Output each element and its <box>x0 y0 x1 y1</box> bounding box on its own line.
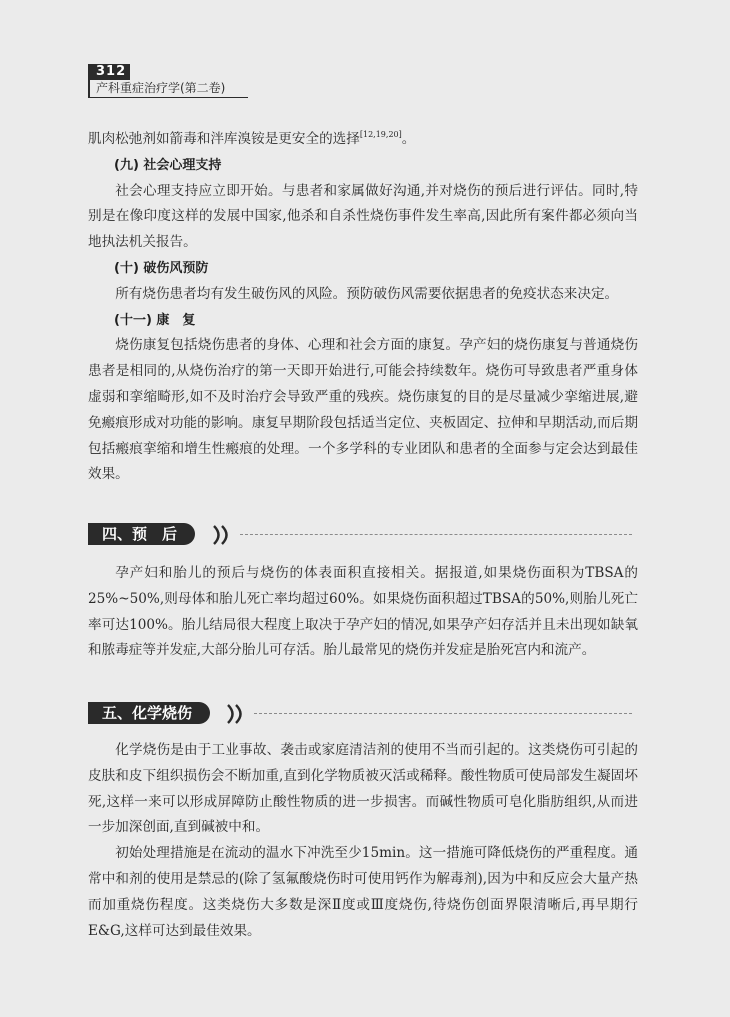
section-rule <box>240 534 632 535</box>
section-heading-chemical <box>88 700 632 728</box>
book-title: 产科重症治疗学(第二卷) <box>96 81 226 95</box>
section-title-prognosis: 四、预 后 <box>88 523 195 545</box>
citation: [12,19,20] <box>359 130 402 139</box>
paragraph-chemical-1: 化学烧伤是由于工业事故、袭击或家庭清洁剂的使用不当而引起的。这类烧伤可引起的皮肤和皮下组织损伤会不断加重,直到化学物质被灭活或稀释。酸性物质可使局部发生凝固坏死,这样一来可以形成屏障防止酸性物质的进一步损害。而碱性物质可皂化脂肪组织,从而进一步加深创面,直到碱被中和。 <box>88 742 638 836</box>
body-block-chemical <box>88 738 638 944</box>
paragraph-rehab: 烧伤康复包括烧伤患者的身体、心理和社会方面的康复。孕产妇的烧伤康复与普通烧伤患者是相同的,从烧伤治疗的第一天即开始进行,可能会持续数年。烧伤可导致患者严重身体虚弱和挛缩畸形,如不及时治疗会导致严重的残疾。烧伤康复的目的是尽量减少挛缩进展,避免瘢痕形成对功能的影响。康复早期阶段包括适当定位、夹板固定、拉伸和早期活动,而后期包括瘢痕挛缩和增生性瘢痕的处理。一个多学科的专业团队和患者的全面参与定会达到最佳效果。 <box>88 337 638 483</box>
subheading-psychosocial: (九) 社会心理支持 <box>114 157 222 173</box>
section-title-chemical: 五、化学烧伤 <box>88 702 210 724</box>
body-block-1 <box>88 127 638 488</box>
continued-text: 肌肉松弛剂如箭毒和泮库溴铵是更安全的选择 <box>88 131 360 147</box>
body-block-prognosis <box>88 561 638 664</box>
header-rule <box>88 97 248 98</box>
paragraph-chemical-2: 初始处理措施是在流动的温水下冲洗至少15min。这一措施可降低烧伤的严重程度。通常中和剂的使用是禁忌的(除了氢氟酸烧伤时可使用钙作为解毒剂),因为中和反应会大量产热而加重烧伤程度。这类烧伤大多数是深Ⅱ度或Ⅲ度烧伤,待烧伤创面界限清晰后,再早期行E&G,这样可达到最佳效果。 <box>88 845 638 939</box>
subheading-rehab: (十一) 康 复 <box>114 312 196 328</box>
subheading-tetanus: (十) 破伤风预防 <box>114 260 209 276</box>
double-arc-icon <box>210 523 236 547</box>
page-number: 312 <box>88 64 130 80</box>
paragraph-prognosis: 孕产妇和胎儿的预后与烧伤的体表面积直接相关。据报道,如果烧伤面积为TBSA的25%~50%,则母体和胎儿死亡率均超过60%。如果烧伤面积超过TBSA的50%,则胎儿死亡率可达100%。胎儿结局很大程度上取决于孕产妇的情况,如果孕产妇存活并且未出现如缺氧和脓毒症等并发症,大部分胎儿可存活。胎儿最常见的烧伤并发症是胎死宫内和流产。 <box>88 565 638 659</box>
double-arc-icon <box>224 702 250 726</box>
paragraph-tetanus: 所有烧伤患者均有发生破伤风的风险。预防破伤风需要依据患者的免疫状态来决定。 <box>115 285 619 302</box>
continued-paragraph <box>88 127 638 153</box>
continued-end: 。 <box>401 131 416 147</box>
section-heading-prognosis <box>88 521 632 549</box>
paragraph-psychosocial: 社会心理支持应立即开始。与患者和家属做好沟通,并对烧伤的预后进行评估。同时,特别是在像印度这样的发展中国家,他杀和自杀性烧伤事件发生率高,因此所有案件都必须向当地执法机关报告。 <box>88 182 638 251</box>
section-rule <box>254 713 632 714</box>
